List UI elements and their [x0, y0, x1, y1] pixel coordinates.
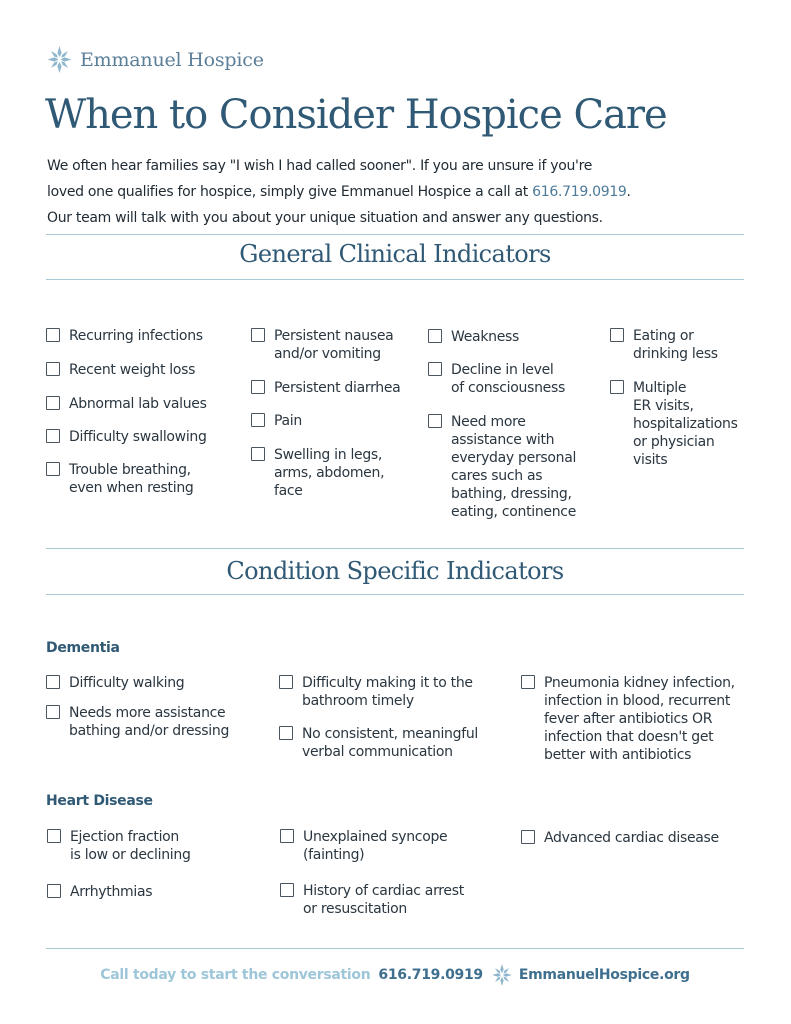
- heart-disease-heading: Heart Disease: [46, 793, 153, 809]
- checkbox[interactable]: [251, 447, 265, 461]
- page-title: When to Consider Hospice Care: [45, 92, 667, 138]
- intro-line-2-text: loved one qualifies for hospice, simply give Emmanuel Hospice a call at: [47, 184, 533, 200]
- checklist-item-label: Recurring infections: [69, 328, 203, 344]
- checklist-item-label: Pain: [274, 413, 302, 429]
- checklist-item[interactable]: [46, 461, 246, 497]
- checklist-item[interactable]: [47, 828, 272, 864]
- checklist-item[interactable]: [610, 327, 760, 363]
- checklist-item-label: History of cardiac arrest or resuscitation: [303, 883, 464, 917]
- intro-line-3: Our team will talk with you about your unique situation and answer any questions.: [47, 210, 603, 226]
- checkbox[interactable]: [46, 396, 60, 410]
- checklist-item-label: Advanced cardiac disease: [544, 830, 719, 846]
- checklist-item-label: Decline in level of consciousness: [451, 362, 565, 396]
- checklist-item[interactable]: [280, 828, 510, 864]
- checklist-item-label: Ejection fraction is low or declining: [70, 829, 191, 863]
- checkbox[interactable]: [280, 883, 294, 897]
- checklist-item[interactable]: [251, 327, 426, 363]
- divider: [46, 594, 744, 595]
- checkbox[interactable]: [280, 829, 294, 843]
- checklist-item[interactable]: [610, 379, 760, 469]
- footer-cta: Call today to start the conversation: [100, 967, 371, 983]
- checklist-item-label: Swelling in legs, arms, abdomen, face: [274, 447, 385, 499]
- checklist-item-label: Persistent nausea and/or vomiting: [274, 328, 394, 362]
- checkbox[interactable]: [47, 829, 61, 843]
- checklist-item[interactable]: [251, 379, 426, 397]
- checkbox[interactable]: [428, 414, 442, 428]
- divider: [46, 234, 744, 235]
- checkbox[interactable]: [47, 884, 61, 898]
- intro-phone-number[interactable]: 616.719.0919: [532, 184, 627, 200]
- general-indicators-title: General Clinical Indicators: [239, 240, 551, 268]
- divider: [46, 948, 744, 949]
- checklist-item[interactable]: [46, 395, 246, 413]
- divider: [46, 279, 744, 280]
- footer-website-link[interactable]: EmmanuelHospice.org: [518, 967, 690, 983]
- checklist-item-label: Needs more assistance bathing and/or dressing: [69, 705, 230, 739]
- checklist-item-label: Difficulty making it to the bathroom timely: [302, 675, 473, 709]
- checklist-item-label: No consistent, meaningful verbal communication: [302, 726, 479, 760]
- dementia-heading: Dementia: [46, 640, 120, 656]
- intro-line-2-end: .: [626, 184, 631, 200]
- checkbox[interactable]: [610, 380, 624, 394]
- checkbox[interactable]: [428, 362, 442, 376]
- checklist-item-label: Abnormal lab values: [69, 396, 207, 412]
- condition-indicators-title: Condition Specific Indicators: [226, 557, 564, 585]
- checkbox[interactable]: [46, 462, 60, 476]
- brand-name: Emmanuel Hospice: [80, 48, 264, 71]
- checklist-item-label: Unexplained syncope (fainting): [303, 829, 448, 863]
- checklist-item[interactable]: [428, 328, 608, 346]
- intro-line-2: [47, 179, 747, 205]
- intro-line-1: We often hear families say "I wish I had called sooner". If you are unsure if you're: [47, 158, 593, 174]
- checklist-item[interactable]: [428, 361, 608, 397]
- checklist-item-label: Pneumonia kidney infection, infection in blood, recurrent fever after antibiotics OR infection that doesn't get better with antibiotics: [544, 675, 735, 763]
- checkbox[interactable]: [46, 705, 60, 719]
- checkbox[interactable]: [279, 675, 293, 689]
- checklist-item-label: Need more assistance with everyday personal cares such as bathing, dressing, eating, continence: [451, 414, 577, 520]
- checklist-item-label: Arrhythmias: [70, 884, 153, 900]
- checkbox[interactable]: [46, 328, 60, 342]
- checkbox[interactable]: [279, 726, 293, 740]
- checklist-item-label: Difficulty walking: [69, 675, 185, 691]
- divider: [46, 548, 744, 549]
- intro-paragraph: [47, 153, 747, 231]
- checklist-item[interactable]: [46, 674, 271, 692]
- footer: [46, 962, 744, 988]
- checklist-item[interactable]: [46, 428, 246, 446]
- checkbox[interactable]: [46, 429, 60, 443]
- checkbox[interactable]: [46, 362, 60, 376]
- checklist-item-label: Eating or drinking less: [633, 328, 718, 362]
- checklist-item[interactable]: [46, 327, 246, 345]
- checkbox[interactable]: [610, 328, 624, 342]
- checkbox[interactable]: [251, 413, 265, 427]
- checklist-item[interactable]: [521, 674, 746, 764]
- checklist-item-label: Trouble breathing, even when resting: [69, 462, 194, 496]
- checkbox[interactable]: [428, 329, 442, 343]
- checklist-item-label: Difficulty swallowing: [69, 429, 207, 445]
- checkbox[interactable]: [46, 675, 60, 689]
- brand-logo: [46, 44, 264, 75]
- checkbox[interactable]: [521, 830, 535, 844]
- checklist-item-label: Persistent diarrhea: [274, 380, 401, 396]
- checklist-item[interactable]: [428, 413, 608, 521]
- checklist-item[interactable]: [47, 883, 272, 901]
- checklist-item-label: Multiple ER visits, hospitalizations or physician visits: [633, 380, 738, 468]
- checklist-item[interactable]: [46, 704, 271, 740]
- checklist-item-label: Weakness: [451, 329, 519, 345]
- checklist-item[interactable]: [46, 361, 246, 379]
- checklist-item[interactable]: [279, 725, 509, 761]
- star-flower-icon: [491, 962, 513, 988]
- checklist-item[interactable]: [251, 412, 426, 430]
- checklist-item[interactable]: [279, 674, 509, 710]
- checkbox[interactable]: [521, 675, 535, 689]
- checklist-item-label: Recent weight loss: [69, 362, 196, 378]
- checkbox[interactable]: [251, 380, 265, 394]
- checkbox[interactable]: [251, 328, 265, 342]
- checklist-item[interactable]: [521, 829, 746, 847]
- star-flower-icon: [46, 44, 73, 75]
- checklist-item[interactable]: [251, 446, 426, 500]
- checklist-item[interactable]: [280, 882, 510, 918]
- footer-phone-number[interactable]: 616.719.0919: [378, 967, 483, 983]
